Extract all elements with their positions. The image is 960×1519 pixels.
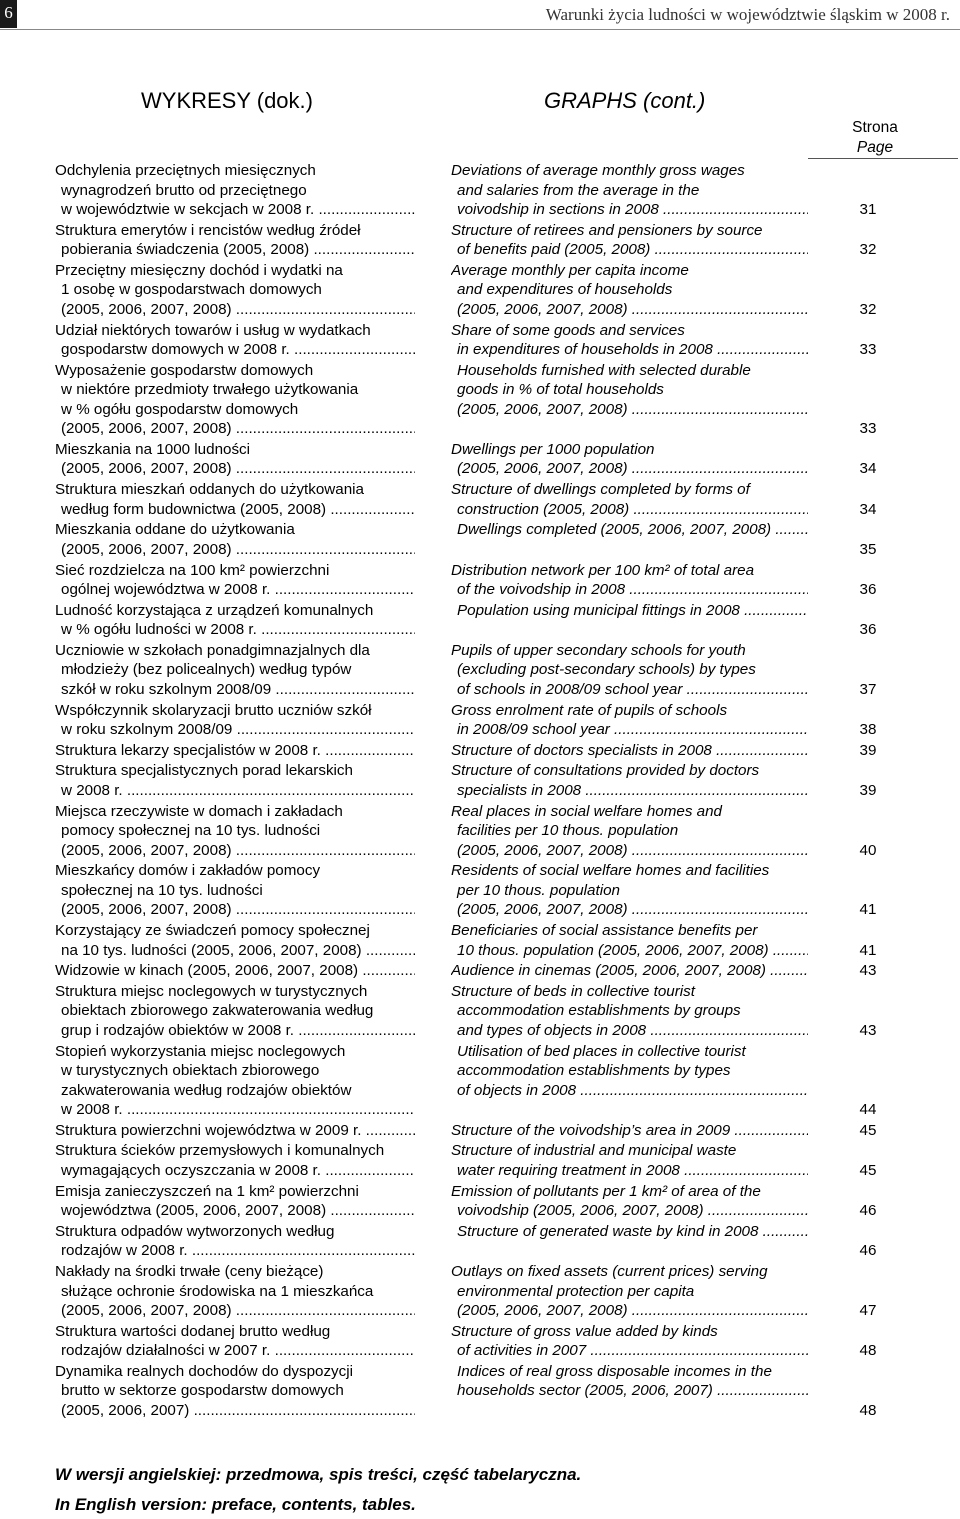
entry-title-polish-line: w % ogółu ludności w 2008 r. ..... (55, 620, 415, 640)
entry-title-polish (55, 1262, 415, 1321)
entry-title-polish (55, 921, 415, 960)
entry-title-polish-line: Struktura powierzchni województwa w 2009 r. ..... (55, 1121, 415, 1141)
entry-title-polish-line: na 10 tys. ludności (2005, 2006, 2007, 2008) ..... (55, 941, 415, 961)
entry-title-english-line: Structure of generated waste by kind in 2008 ..... (451, 1222, 808, 1242)
toc-entry[interactable] (0, 1222, 960, 1262)
entry-title-polish-line: Dynamika realnych dochodów do dyspozycji (55, 1362, 353, 1380)
entry-title-polish-line: Struktura lekarzy specjalistów w 2008 r. ..... (55, 741, 415, 761)
toc-entry[interactable] (0, 961, 960, 982)
entry-title-polish (55, 741, 415, 761)
entry-title-polish (55, 861, 415, 920)
entry-page-number: 47 (859, 1302, 877, 1319)
entry-title-english (451, 1042, 808, 1101)
entry-title-polish-line: (2005, 2006, 2007, 2008) ..... (55, 459, 415, 479)
entry-title-english-line: of benefits paid (2005, 2008) ..... (451, 240, 808, 260)
entry-title-english-line: Average monthly per capita income (451, 261, 689, 279)
entry-title-english-line: of schools in 2008/09 school year ..... (451, 680, 808, 700)
entry-title-english-line: per 10 thous. population (457, 881, 620, 899)
entry-page-number: 37 (859, 680, 877, 698)
entry-title-english (451, 520, 808, 540)
entry-title-english (451, 761, 808, 800)
toc-entry[interactable] (0, 1322, 960, 1362)
entry-title-polish-line: Udział niektórych towarów i usług w wydatkach (55, 321, 371, 339)
entry-title-english-line: Outlays on fixed assets (current prices) serving (451, 1263, 768, 1280)
entry-title-english-line: voivodship (2005, 2006, 2007, 2008) ..... (451, 1201, 808, 1221)
entry-title-english-line: (2005, 2006, 2007, 2008) ..... (451, 459, 808, 479)
entry-title-english-line: Distribution network per 100 km² of total area (451, 561, 755, 579)
entry-title-english-line: of objects in 2008 ..... (451, 1081, 808, 1101)
section-title-english: GRAPHS (cont.) (544, 88, 706, 113)
entry-title-polish-line: Miejsca rzeczywiste w domach i zakładach (55, 802, 343, 820)
entry-title-english (451, 1121, 808, 1141)
entry-title-english-line: Structure of retirees and pensioners by source (451, 221, 763, 239)
page-label-polish: Strona (852, 119, 898, 136)
entry-title-english-line: (2005, 2006, 2007, 2008) ..... (451, 400, 808, 420)
entry-title-english-line: facilities per 10 thous. population (457, 822, 679, 840)
entry-title-english-line: Structure of consultations provided by doctors (451, 762, 760, 780)
footer-note-polish: W wersji angielskiej: przedmowa, spis treści, część tabelaryczna. (55, 1465, 582, 1484)
entry-title-english-line: construction (2005, 2008) ..... (451, 500, 808, 520)
entry-page-number: 44 (859, 1101, 877, 1119)
entry-title-english-line: Share of some goods and services (451, 321, 685, 339)
toc-entry[interactable] (0, 520, 960, 560)
toc-entry[interactable] (0, 741, 960, 762)
entry-page-number: 40 (859, 841, 877, 859)
entry-title-polish-line: Struktura emerytów i rencistów według źródeł (55, 221, 361, 239)
entry-title-polish-line: gospodarstw domowych w 2008 r. ..... (55, 340, 415, 360)
entry-title-polish-line: Mieszkania oddane do użytkowania (55, 521, 295, 539)
entry-title-polish-line: Ludność korzystająca z urządzeń komunalnych (55, 601, 374, 619)
entry-title-polish (55, 961, 415, 981)
entry-title-polish-line: wynagrodzeń brutto od przeciętnego (61, 181, 307, 199)
entry-title-english-line: in 2008/09 school year ..... (451, 720, 808, 740)
entry-title-polish-line: Struktura odpadów wytworzonych według (55, 1222, 335, 1240)
entry-page-number: 41 (859, 941, 877, 959)
entry-title-english-line: Structure of the voivodship’s area in 2009 ..... (451, 1121, 808, 1141)
footer-note-english: In English version: preface, contents, tables. (55, 1495, 416, 1514)
entry-title-polish-line: szkół w roku szkolnym 2008/09 ..... (55, 680, 415, 700)
entry-title-polish (55, 761, 415, 800)
entry-title-polish-line: Emisja zanieczyszczeń na 1 km² powierzchni (55, 1182, 359, 1200)
entry-title-english (451, 921, 808, 960)
entry-page-number: 43 (859, 1021, 877, 1039)
entry-title-polish (55, 361, 415, 439)
entry-title-polish (55, 1141, 415, 1180)
entry-title-polish-line: grup i rodzajów obiektów w 2008 r. ..... (55, 1021, 415, 1041)
entry-title-polish-line: (2005, 2006, 2007, 2008) ..... (55, 1301, 415, 1321)
entry-title-english-line: Gross enrolment rate of pupils of schools (451, 701, 728, 719)
entry-title-polish-line: Nakłady na środki trwałe (ceny bieżące) (55, 1263, 324, 1280)
entry-title-english (451, 961, 808, 981)
header-divider (0, 29, 960, 30)
entry-page-number: 45 (859, 1121, 877, 1139)
entry-title-english (451, 741, 808, 761)
entry-title-polish-line: (2005, 2006, 2007, 2008) ..... (55, 841, 415, 861)
entry-title-polish (55, 321, 415, 360)
entry-title-polish-line: w 2008 r. ..... (55, 1100, 415, 1120)
entry-title-polish-line: służące ochronie środowiska na 1 mieszkańca (61, 1282, 374, 1300)
entry-title-english (451, 561, 808, 600)
entry-page-number: 38 (859, 721, 877, 739)
toc-entry[interactable] (0, 1141, 960, 1181)
entry-title-english-line: Emission of pollutants per 1 km² of area of the (451, 1182, 761, 1200)
entry-title-polish-line: rodzajów działalności w 2007 r. ..... (55, 1341, 415, 1361)
entry-page-number: 32 (859, 241, 877, 259)
entry-page-number: 48 (859, 1401, 877, 1419)
entry-title-polish (55, 440, 415, 479)
entry-title-polish-line: Stopień wykorzystania miejsc noclegowych (55, 1042, 346, 1060)
entry-title-english-line: Households furnished with selected durable (457, 361, 751, 379)
entry-title-polish-line: w niektóre przedmioty trwałego użytkowania (61, 381, 359, 399)
entry-title-english-line: accommodation establishments by groups (457, 1002, 741, 1020)
entry-title-polish-line: Korzystający ze świadczeń pomocy społecznej (55, 922, 370, 939)
page-label-english: Page (856, 139, 894, 156)
entry-title-english-line: (2005, 2006, 2007, 2008) ..... (451, 300, 808, 320)
entry-title-english (451, 1182, 808, 1221)
entry-title-polish-line: w turystycznych obiektach zbiorowego (61, 1062, 320, 1080)
entry-title-polish-line: w 2008 r. ..... (55, 781, 415, 801)
entry-title-english-line: Population using municipal fittings in 2008 ..... (451, 601, 808, 621)
running-header (0, 0, 960, 30)
entry-title-polish-line: 1 osobę w gospodarstwach domowych (61, 281, 322, 299)
toc-entry[interactable] (0, 1182, 960, 1222)
entry-page-number: 46 (859, 1202, 877, 1220)
entry-title-polish-line: Mieszkania na 1000 ludności (55, 440, 251, 458)
page-column-header (840, 118, 910, 158)
entry-title-english (451, 1222, 808, 1242)
entry-title-english (451, 361, 808, 420)
entry-title-english-line: and types of objects in 2008 ..... (451, 1021, 808, 1041)
toc-entry[interactable] (0, 161, 960, 221)
entry-title-english-line: (2005, 2006, 2007, 2008) ..... (451, 900, 808, 920)
entry-title-english-line: environmental protection per capita (457, 1282, 695, 1300)
entry-page-number: 33 (859, 341, 877, 359)
entry-title-polish-line: Uczniowie w szkołach ponadgimnazjalnych dla (55, 641, 370, 659)
toc-entry[interactable] (0, 261, 960, 321)
toc-entry[interactable] (0, 221, 960, 261)
toc-entry[interactable] (0, 761, 960, 801)
toc-entry[interactable] (0, 802, 960, 862)
entry-title-english-line: (2005, 2006, 2007, 2008) ..... (451, 841, 808, 861)
entry-title-polish (55, 161, 415, 220)
entry-title-english-line: of the voivodship in 2008 ..... (451, 580, 808, 600)
entry-title-english (451, 480, 808, 519)
entry-title-english (451, 982, 808, 1041)
entry-title-polish-line: w % ogółu gospodarstw domowych (61, 400, 299, 418)
entry-title-polish-line: Przeciętny miesięczny dochód i wydatki na (55, 261, 343, 279)
entry-page-number: 33 (859, 420, 877, 438)
entry-title-english-line: in expenditures of households in 2008 ..... (451, 340, 808, 360)
entry-title-english (451, 261, 808, 320)
toc-entry[interactable] (0, 982, 960, 1042)
entry-title-english-line: Beneficiaries of social assistance benefits per (451, 922, 758, 939)
entry-page-number: 41 (859, 901, 877, 919)
entry-title-english-line: Structure of dwellings completed by forms of (451, 481, 750, 499)
entry-title-english (451, 802, 808, 861)
entry-title-polish (55, 261, 415, 320)
entry-title-english-line: Dwellings completed (2005, 2006, 2007, 2008) ..... (451, 520, 808, 540)
entry-title-english (451, 440, 808, 479)
entry-title-english-line: households sector (2005, 2006, 2007) ..... (451, 1381, 808, 1401)
entry-title-polish (55, 701, 415, 740)
entry-title-polish-line: (2005, 2006, 2007) ..... (55, 1401, 415, 1421)
entry-title-english-line: Residents of social welfare homes and facilities (451, 862, 770, 880)
entry-page-number: 46 (859, 1242, 877, 1260)
entry-title-polish-line: obiektach zbiorowego zakwaterowania według (61, 1002, 374, 1020)
entry-title-english (451, 1141, 808, 1180)
entry-title-polish-line: rodzajów w 2008 r. ..... (55, 1241, 415, 1261)
entry-title-english-line: and expenditures of households (457, 281, 673, 299)
entry-title-polish (55, 641, 415, 700)
entry-title-polish-line: Sieć rozdzielcza na 100 km² powierzchni (55, 561, 330, 579)
entry-page-number: 31 (859, 201, 877, 218)
entry-page-number: 39 (859, 781, 877, 799)
entry-title-polish-line: pomocy społecznej na 10 tys. ludności (61, 822, 321, 840)
toc-entry[interactable] (0, 1262, 960, 1322)
entry-title-polish-line: Struktura mieszkań oddanych do użytkowania (55, 481, 364, 499)
toc-entry[interactable] (0, 701, 960, 741)
section-title-polish: WYKRESY (dok.) (141, 88, 313, 113)
entry-title-polish (55, 982, 415, 1041)
entry-title-english-line: water requiring treatment in 2008 ..... (451, 1161, 808, 1181)
entry-title-polish-line: ogólnej województwa w 2008 r. ..... (55, 580, 415, 600)
entry-title-english (451, 321, 808, 360)
entry-page-number: 32 (859, 300, 877, 318)
toc-entry[interactable] (0, 440, 960, 480)
entry-title-polish-line: Mieszkańcy domów i zakładów pomocy (55, 862, 321, 880)
entry-title-polish-line: (2005, 2006, 2007, 2008) ..... (55, 900, 415, 920)
toc-entry[interactable] (0, 361, 960, 440)
entry-title-english (451, 161, 808, 220)
entry-title-english (451, 701, 808, 740)
entry-title-polish-line: Odchylenia przeciętnych miesięcznych (55, 162, 316, 179)
toc-entry[interactable] (0, 480, 960, 520)
entry-title-english-line: Deviations of average monthly gross wages (451, 162, 745, 179)
entry-page-number: 36 (859, 581, 877, 598)
entry-title-english-line: Indices of real gross disposable incomes in the (457, 1362, 772, 1380)
table-of-contents (0, 161, 960, 1422)
entry-title-polish-line: Struktura wartości dodanej brutto według (55, 1322, 331, 1340)
entry-title-polish-line: Struktura miejsc noclegowych w turystycznych (55, 982, 368, 1000)
entry-title-polish-line: według form budownictwa (2005, 2008) ..... (55, 500, 415, 520)
entry-title-polish-line: młodzieży (bez policealnych) według typów (61, 661, 352, 679)
entry-title-polish (55, 1322, 415, 1361)
entry-title-polish (55, 520, 415, 559)
entry-title-polish-line: społecznej na 10 tys. ludności (61, 881, 263, 899)
page-header-divider (808, 158, 958, 159)
entry-title-english-line: voivodship in sections in 2008 ..... (451, 200, 808, 220)
toc-entry[interactable] (0, 321, 960, 361)
entry-title-polish-line: województwa (2005, 2006, 2007, 2008) ..... (55, 1201, 415, 1221)
entry-title-polish-line: Wyposażenie gospodarstw domowych (55, 361, 314, 379)
entry-page-number: 34 (859, 500, 877, 518)
entry-title-english (451, 861, 808, 920)
entry-title-polish-line: Struktura ścieków przemysłowych i komunalnych (55, 1142, 385, 1160)
entry-title-english-line: Structure of gross value added by kinds (451, 1322, 718, 1340)
entry-title-english-line: Utilisation of bed places in collective tourist (457, 1042, 746, 1060)
entry-title-polish (55, 1182, 415, 1221)
entry-title-polish (55, 1042, 415, 1120)
toc-entry[interactable] (0, 861, 960, 921)
entry-title-english-line: specialists in 2008 ..... (451, 781, 808, 801)
entry-title-english-line: accommodation establishments by types (457, 1062, 731, 1080)
entry-page-number: 45 (859, 1161, 877, 1179)
entry-title-polish-line: (2005, 2006, 2007, 2008) ..... (55, 540, 415, 560)
entry-title-polish-line: brutto w sektorze gospodarstw domowych (61, 1382, 344, 1400)
entry-title-english-line: (excluding post-secondary schools) by types (457, 661, 756, 679)
entry-title-polish-line: Struktura specjalistycznych porad lekarskich (55, 762, 353, 780)
entry-title-polish (55, 561, 415, 600)
entry-title-polish-line: w roku szkolnym 2008/09 ..... (55, 720, 415, 740)
entry-title-english-line: Dwellings per 1000 population (451, 440, 655, 458)
entry-title-polish-line: w województwie w sekcjach w 2008 r. ..... (55, 200, 415, 220)
entry-title-polish (55, 601, 415, 640)
entry-title-english-line: goods in % of total households (457, 381, 664, 399)
entry-title-english-line: Structure of beds in collective tourist (451, 982, 695, 1000)
entry-title-polish-line: Współczynnik skolaryzacji brutto uczniów szkół (55, 701, 372, 719)
page-number: 6 (0, 0, 17, 28)
toc-entry[interactable] (0, 601, 960, 641)
entry-title-polish (55, 1121, 415, 1141)
entry-title-polish (55, 802, 415, 861)
entry-title-polish-line: Widzowie w kinach (2005, 2006, 2007, 2008) ..... (55, 961, 415, 981)
entry-title-english-line: 10 thous. population (2005, 2006, 2007, 2008) ..... (451, 941, 808, 961)
toc-entry[interactable] (0, 641, 960, 701)
entry-title-polish (55, 480, 415, 519)
entry-title-polish (55, 221, 415, 260)
entry-title-english (451, 601, 808, 621)
entry-title-polish (55, 1222, 415, 1261)
toc-entry[interactable] (0, 921, 960, 961)
entry-page-number: 36 (859, 621, 877, 639)
entry-title-english-line: Real places in social welfare homes and (451, 802, 722, 820)
entry-title-english-line: (2005, 2006, 2007, 2008) ..... (451, 1301, 808, 1321)
entry-title-english-line: Audience in cinemas (2005, 2006, 2007, 2008) ..... (451, 961, 808, 981)
entry-title-polish-line: (2005, 2006, 2007, 2008) ..... (55, 300, 415, 320)
entry-title-english (451, 1262, 808, 1321)
entry-title-english-line: Pupils of upper secondary schools for youth (451, 641, 746, 659)
entry-title-english-line: of activities in 2007 ..... (451, 1341, 808, 1361)
entry-title-polish (55, 1362, 415, 1421)
entry-title-english (451, 221, 808, 260)
entry-title-english-line: Structure of doctors specialists in 2008 ..... (451, 741, 808, 761)
entry-page-number: 43 (859, 962, 877, 980)
entry-page-number: 39 (859, 741, 877, 759)
entry-title-english (451, 641, 808, 700)
toc-entry[interactable] (0, 1121, 960, 1142)
entry-title-english (451, 1322, 808, 1361)
toc-entry[interactable] (0, 1362, 960, 1422)
entry-title-english-line: and salaries from the average in the (457, 181, 700, 199)
entry-title-english (451, 1362, 808, 1401)
entry-title-polish-line: wymagających oczyszczania w 2008 r. ..... (55, 1161, 415, 1181)
entry-page-number: 34 (859, 460, 877, 478)
entry-page-number: 35 (859, 540, 877, 558)
publication-title: Warunki życia ludności w województwie śląskim w 2008 r. (545, 5, 950, 24)
entry-title-polish-line: (2005, 2006, 2007, 2008) ..... (55, 419, 415, 439)
entry-title-polish-line: zakwaterowania według rodzajów obiektów (61, 1081, 352, 1099)
toc-entry[interactable] (0, 1042, 960, 1121)
entry-title-english-line: Structure of industrial and municipal waste (451, 1142, 737, 1160)
toc-entry[interactable] (0, 561, 960, 601)
entry-page-number: 48 (859, 1342, 877, 1360)
entry-title-polish-line: pobierania świadczenia (2005, 2008) ..... (55, 240, 415, 260)
